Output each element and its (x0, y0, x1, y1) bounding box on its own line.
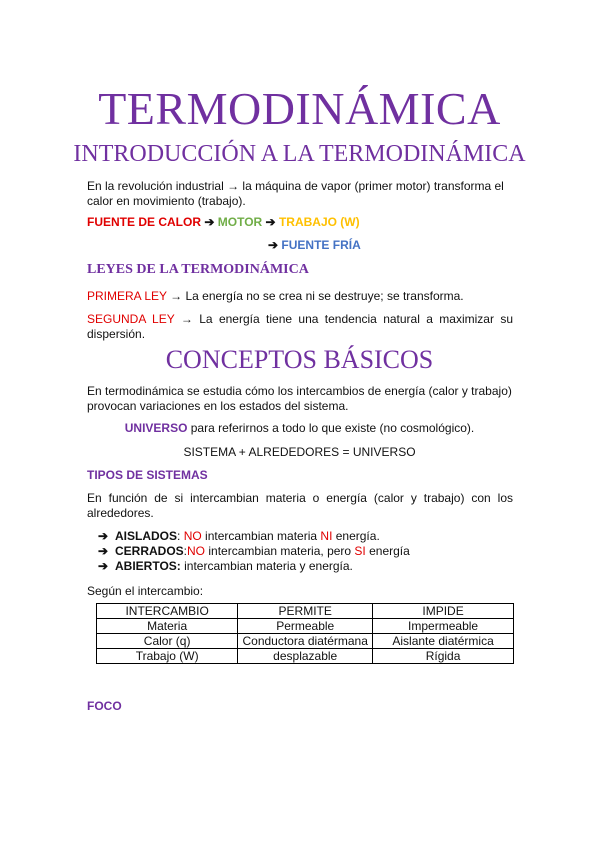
intro-heading: INTRODUCCIÓN A LA TERMODINÁMICA (73, 141, 526, 167)
table-cell: Materia (97, 619, 238, 634)
table-cell: Permeable (238, 619, 373, 634)
table-row (97, 649, 514, 664)
energy-chain-line-2 (268, 238, 361, 252)
leyes-heading: LEYES DE LA TERMODINÁMICA (87, 262, 309, 277)
chain-trabajo: TRABAJO (W) (278, 215, 360, 229)
list-item: ➔ CERRADOS:NO intercambian materia, pero SI energía (98, 544, 410, 558)
table-header: IMPIDE (373, 604, 514, 619)
segunda-ley-label: SEGUNDA LEY (87, 312, 175, 326)
list-item: ➔ AISLADOS: NO intercambian materia NI energía. (98, 529, 380, 543)
primera-ley (87, 289, 464, 303)
table-cell: Rígida (373, 649, 514, 664)
arrow-icon: ➔ (204, 215, 215, 229)
table-cell: Aislante diatérmica (373, 634, 514, 649)
primera-ley-text: → La energía no se crea ni se destruye; se transforma. (166, 289, 464, 303)
segun-intercambio: Según el intercambio: (87, 584, 204, 598)
energy-chain-line (87, 215, 360, 229)
foco-heading: FOCO (87, 699, 122, 713)
table-cell: Conductora diatérmana (238, 634, 373, 649)
chain-fuente-fria: FUENTE FRÍA (281, 238, 361, 252)
table-cell: Calor (q) (97, 634, 238, 649)
table-header: PERMITE (238, 604, 373, 619)
intro-paragraph: En la revolución industrial → la máquina de vapor (primer motor) transforma el calor en movimiento (trabajo). (87, 179, 504, 208)
arrow-icon: ➔ (98, 529, 109, 543)
universo-line (0, 421, 599, 435)
table-cell: Trabajo (W) (97, 649, 238, 664)
universo-text: para referirnos a todo lo que existe (no cosmológico). (187, 421, 475, 435)
system-types-list (98, 529, 410, 574)
segunda-ley (87, 312, 513, 342)
tipos-paragraph: En función de si intercambian materia o energía (calor y trabajo) con los alrededores. (87, 491, 513, 520)
exchange-table (96, 603, 514, 664)
universo-equation: SISTEMA + ALREDEDORES = UNIVERSO (183, 445, 416, 459)
table-header-row (97, 604, 514, 619)
arrow-icon: ➔ (98, 544, 109, 558)
chain-fuente-calor: FUENTE DE CALOR (87, 215, 201, 229)
page-title: TERMODINÁMICA (98, 83, 501, 134)
conceptos-paragraph: En termodinámica se estudia cómo los intercambios de energía (calor y trabajo) provocan variaciones en los estados del sistema. (87, 384, 512, 413)
table-cell: Impermeable (373, 619, 514, 634)
arrow-icon: ➔ (268, 238, 279, 252)
arrow-icon: ➔ (98, 559, 109, 573)
arrow-icon: ➔ (265, 215, 276, 229)
chain-motor: MOTOR (217, 215, 263, 229)
table-row (97, 634, 514, 649)
segunda-ley-text: → La energía tiene una tendencia natural a maximizar su dispersión. (87, 312, 513, 341)
conceptos-heading: CONCEPTOS BÁSICOS (165, 345, 434, 374)
tipos-heading: TIPOS DE SISTEMAS (87, 468, 208, 482)
table-cell: desplazable (238, 649, 373, 664)
table-row (97, 619, 514, 634)
list-item: ➔ ABIERTOS: intercambian materia y energía. (98, 559, 353, 573)
universo-label: UNIVERSO (124, 421, 188, 435)
primera-ley-label: PRIMERA LEY (87, 289, 167, 303)
table-header: INTERCAMBIO (97, 604, 238, 619)
